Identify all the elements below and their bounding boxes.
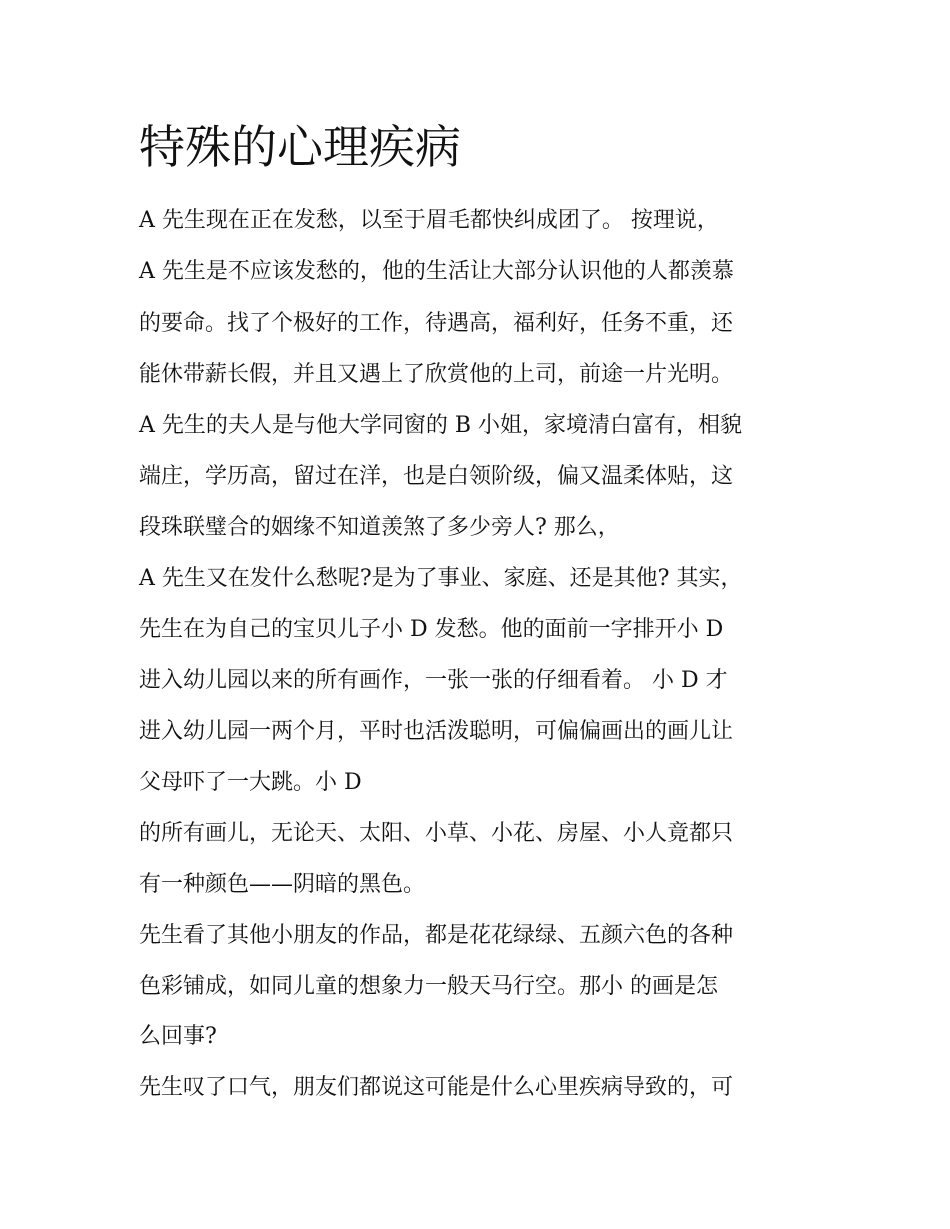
text-line: A 先生是不应该发愁的，他的生活让大部分认识他的人都羡慕 — [139, 259, 734, 284]
text-line: 端庄，学历高，留过在洋，也是白领阶级，偏又温柔体贴，这 — [139, 464, 734, 489]
text-line: 有一种颜色——阴暗的黑色。 — [139, 872, 426, 897]
text-line: 的要命。找了个极好的工作，待遇高，福利好，任务不重，还 — [139, 311, 734, 336]
text-line: 色彩铺成，如同儿童的想象力一般天马行空。那小 的画是怎 — [139, 974, 718, 999]
text-line: A 先生现在正在发愁，以至于眉毛都快纠成团了。 按理说， — [139, 208, 719, 233]
text-line: 先生在为自己的宝贝儿子小 D 发愁。他的面前一字排开小 D — [139, 617, 724, 642]
text-line: 的所有画儿，无论天、太阳、小草、小花、房屋、小人竟都只 — [139, 821, 734, 846]
text-line: 父母吓了一大跳。小 D — [139, 770, 362, 795]
text-line: 先生叹了口气，朋友们都说这可能是什么心里疾病导致的，可 — [139, 1075, 734, 1100]
text-line: A 先生的夫人是与他大学同窗的 B 小姐，家境清白富有，相貌 — [139, 413, 743, 438]
text-line: 先生看了其他小朋友的作品，都是花花绿绿、五颜六色的各种 — [139, 923, 734, 948]
page-title: 特殊的心理疾病 — [139, 120, 461, 174]
text-line: 进入幼儿园一两个月，平时也活泼聪明，可偏偏画出的画儿让 — [139, 719, 734, 744]
text-line: 能休带薪长假，并且又遇上了欣赏他的上司，前途一片光明。 — [139, 362, 734, 387]
text-line: A 先生又在发什么愁呢?是为了事业、家庭、还是其他? 其实， — [139, 566, 743, 591]
text-line: 段珠联璧合的姻缘不知道羡煞了多少旁人? 那么， — [139, 515, 620, 540]
text-line: 进入幼儿园以来的所有画作，一张一张的仔细看着。 小 D 才 — [139, 668, 728, 693]
text-line: 么回事? — [139, 1024, 217, 1049]
